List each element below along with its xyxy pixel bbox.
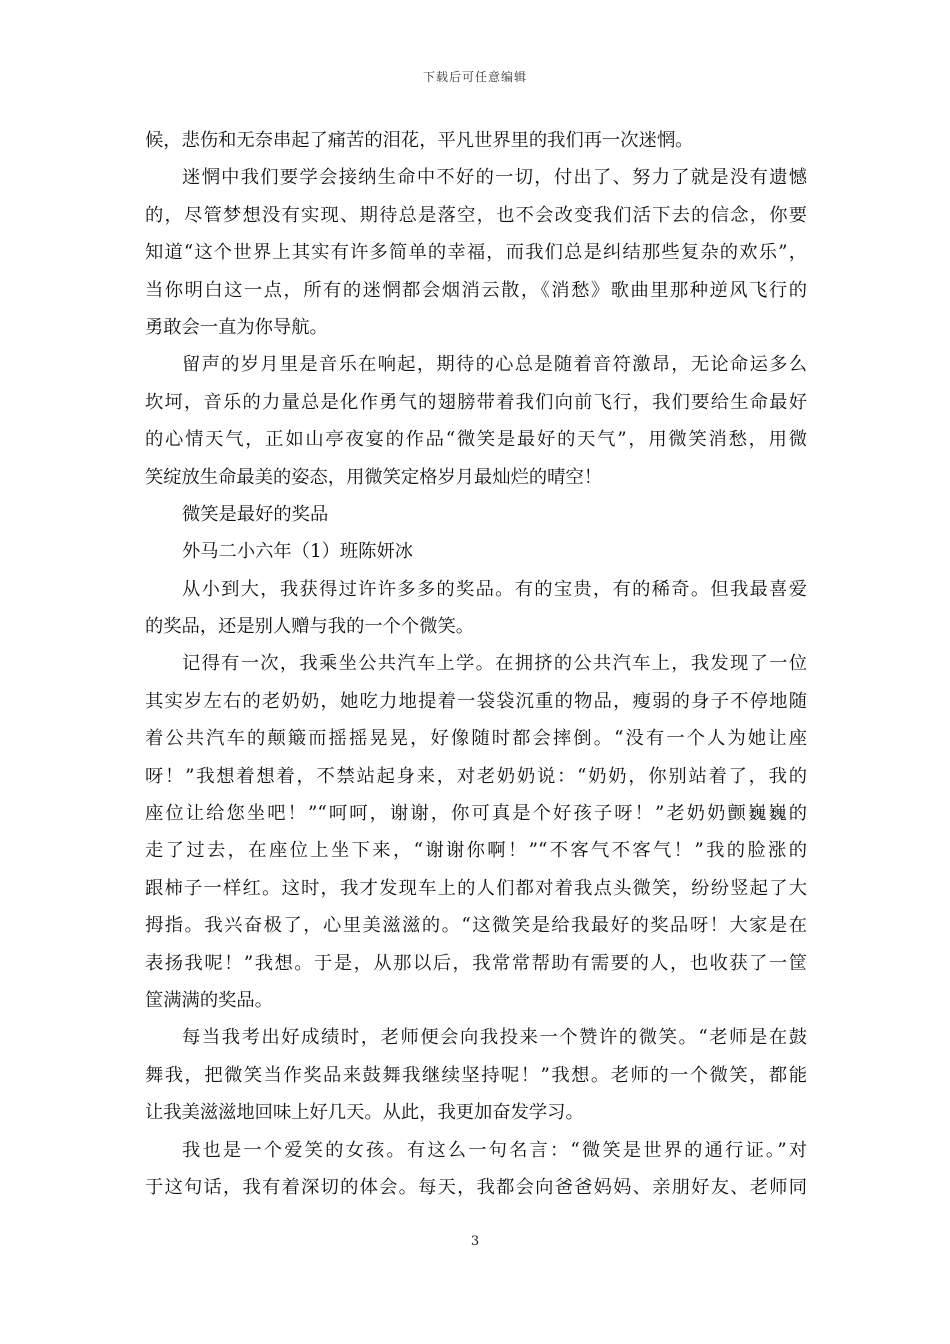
text-line: 知道“这个世界上其实有许多简单的幸福，而我们总是纠结那些复杂的欢乐”， bbox=[145, 242, 807, 264]
text-line: 留声的岁月里是音乐在响起，期待的心总是随着音符激昂，无论命运多么 bbox=[182, 354, 807, 376]
text-line: 表扬我呢！”我想。于是，从那以后，我常常帮助有需要的人，也收获了一筐 bbox=[145, 952, 807, 974]
text-line: 微笑是最好的奖品 bbox=[182, 503, 329, 525]
text-line: 让我美滋滋地回味上好几天。从此，我更加奋发学习。 bbox=[145, 1102, 584, 1124]
text-line: 拇指。我兴奋极了，心里美滋滋的。“这微笑是给我最好的奖品呀！大家是在 bbox=[145, 915, 807, 937]
text-line: 坎坷，音乐的力量总是化作勇气的翅膀带着我们向前飞行，我们要给生命最好 bbox=[145, 391, 807, 413]
page-number: 3 bbox=[470, 1234, 480, 1249]
text-line: 于这句话，我有着深切的体会。每天，我都会向爸爸妈妈、亲朋好友、老师同 bbox=[145, 1176, 807, 1198]
text-line: 勇敢会一直为你导航。 bbox=[145, 316, 328, 338]
text-line: 走了过去，在座位上坐下来，“谢谢你啊！”“不客气不客气！”我的脸涨的 bbox=[145, 840, 807, 862]
text-line: 外马二小六年（1）班陈妍冰 bbox=[182, 541, 414, 563]
page-header: 下载后可任意编辑 bbox=[422, 70, 527, 84]
text-line: 其实岁左右的老奶奶，她吃力地提着一袋袋沉重的物品，瘦弱的身子不停地随 bbox=[145, 690, 807, 712]
text-line: 舞我，把微笑当作奖品来鼓舞我继续坚持呢！”我想。老师的一个微笑，都能 bbox=[145, 1064, 807, 1086]
text-line: 迷惘中我们要学会接纳生命中不好的一切，付出了、努力了就是没有遗憾 bbox=[182, 167, 807, 189]
document-body bbox=[145, 122, 807, 1206]
text-line: 跟柿子一样红。这时，我才发现车上的人们都对着我点头微笑，纷纷竖起了大 bbox=[145, 877, 807, 899]
text-line: 从小到大，我获得过许许多多的奖品。有的宝贵，有的稀奇。但我最喜爱 bbox=[182, 578, 807, 600]
text-line: 每当我考出好成绩时，老师便会向我投来一个赞许的微笑。“老师是在鼓 bbox=[182, 1027, 807, 1049]
text-line: 候，悲伤和无奈串起了痛苦的泪花，平凡世界里的我们再一次迷惘。 bbox=[145, 130, 694, 151]
text-line: 的，尽管梦想没有实现、期待总是落空，也不会改变我们活下去的信念，你要 bbox=[145, 204, 807, 226]
text-line: 我也是一个爱笑的女孩。有这么一句名言：“微笑是世界的通行证。”对 bbox=[182, 1139, 807, 1161]
text-line: 的奖品，还是别人赠与我的一个个微笑。 bbox=[145, 616, 475, 638]
text-line: 筐满满的奖品。 bbox=[145, 989, 273, 1011]
text-line: 的心情天气，正如山亭夜宴的作品“微笑是最好的天气”，用微笑消愁，用微 bbox=[145, 429, 807, 451]
text-line: 座位让给您坐吧！”“呵呵，谢谢，你可真是个好孩子呀！”老奶奶颤巍巍的 bbox=[145, 803, 807, 825]
text-line: 呀！”我想着想着，不禁站起身来，对老奶奶说：“奶奶，你别站着了，我的 bbox=[145, 765, 807, 787]
text-line: 着公共汽车的颠簸而摇摇晃晃，好像随时都会摔倒。“没有一个人为她让座 bbox=[145, 728, 807, 750]
text-line: 笑绽放生命最美的姿态，用微笑定格岁月最灿烂的晴空！ bbox=[145, 466, 603, 488]
text-line: 当你明白这一点，所有的迷惘都会烟消云散，《消愁》歌曲里那种逆风飞行的 bbox=[145, 279, 807, 301]
text-line: 记得有一次，我乘坐公共汽车上学。在拥挤的公共汽车上，我发现了一位 bbox=[182, 653, 807, 675]
